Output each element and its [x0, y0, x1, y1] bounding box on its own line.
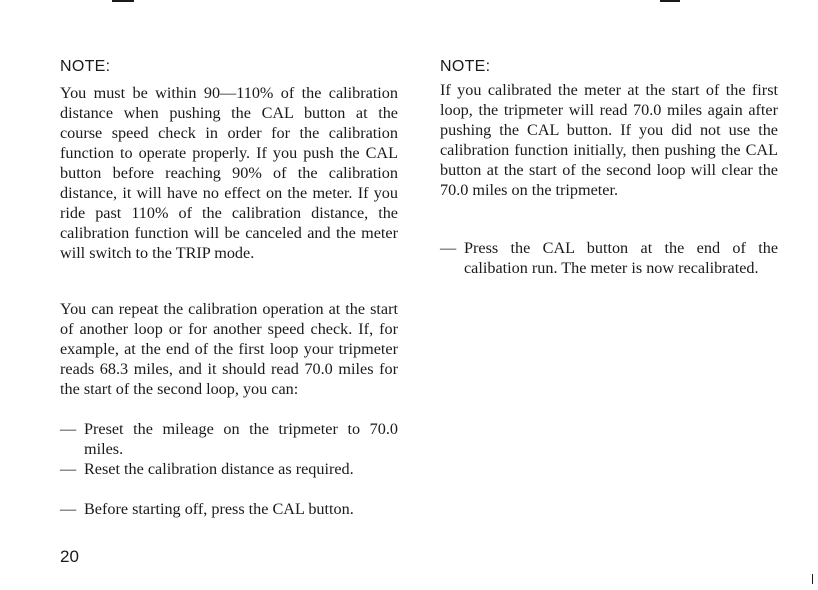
scan-mark-top-right [660, 0, 680, 2]
note-heading: NOTE: [440, 58, 491, 75]
scan-mark-top-left [112, 0, 134, 2]
list-item-text: Before starting off, press the CAL button. [84, 500, 354, 518]
page-number: 20 [60, 547, 79, 566]
scan-mark-bottom-right [812, 574, 813, 584]
list-item [60, 459, 398, 479]
repeat-calibration-paragraph: You can repeat the calibration operation at the start of another loop or for another speed check. If, for example, at the end of the first loop your tripmeter reads 68.3 miles, and it should read 70.0 miles for the start of the second loop, you can: [60, 300, 398, 398]
tripmeter-reading-paragraph: If you calibrated the meter at the start of the first loop, the tripmeter will read 70.0 miles again after pushing the CAL button. If you did not use the calibration function initially, then pushing the CAL button at the start of the second loop will clear the 70.0 miles on the tripmeter. [440, 81, 778, 199]
dash-bullet: — [440, 239, 457, 257]
note-heading: NOTE: [60, 58, 111, 75]
list-item [60, 419, 398, 459]
calibration-range-paragraph: You must be within 90—110% of the calibration distance when pushing the CAL button at the course speed check in order for the calibration function to operate properly. If you push the CAL button before reaching 90% of the calibration distance, it will have no effect on the meter. If you ride past 110% of the calibration distance, the calibration function will be canceled and the meter will switch to the TRIP mode. [60, 84, 398, 262]
list-item-text: Reset the calibration distance as required. [84, 460, 354, 478]
list-item [60, 499, 398, 519]
dash-bullet: — [60, 460, 77, 478]
dash-bullet: — [60, 420, 77, 438]
list-item-text: Preset the mileage on the tripmeter to 70.0 miles. [84, 420, 398, 458]
list-item [440, 238, 778, 278]
dash-bullet: — [60, 500, 77, 518]
list-item-text: Press the CAL button at the end of the calibation run. The meter is now recalibrated. [464, 239, 778, 277]
